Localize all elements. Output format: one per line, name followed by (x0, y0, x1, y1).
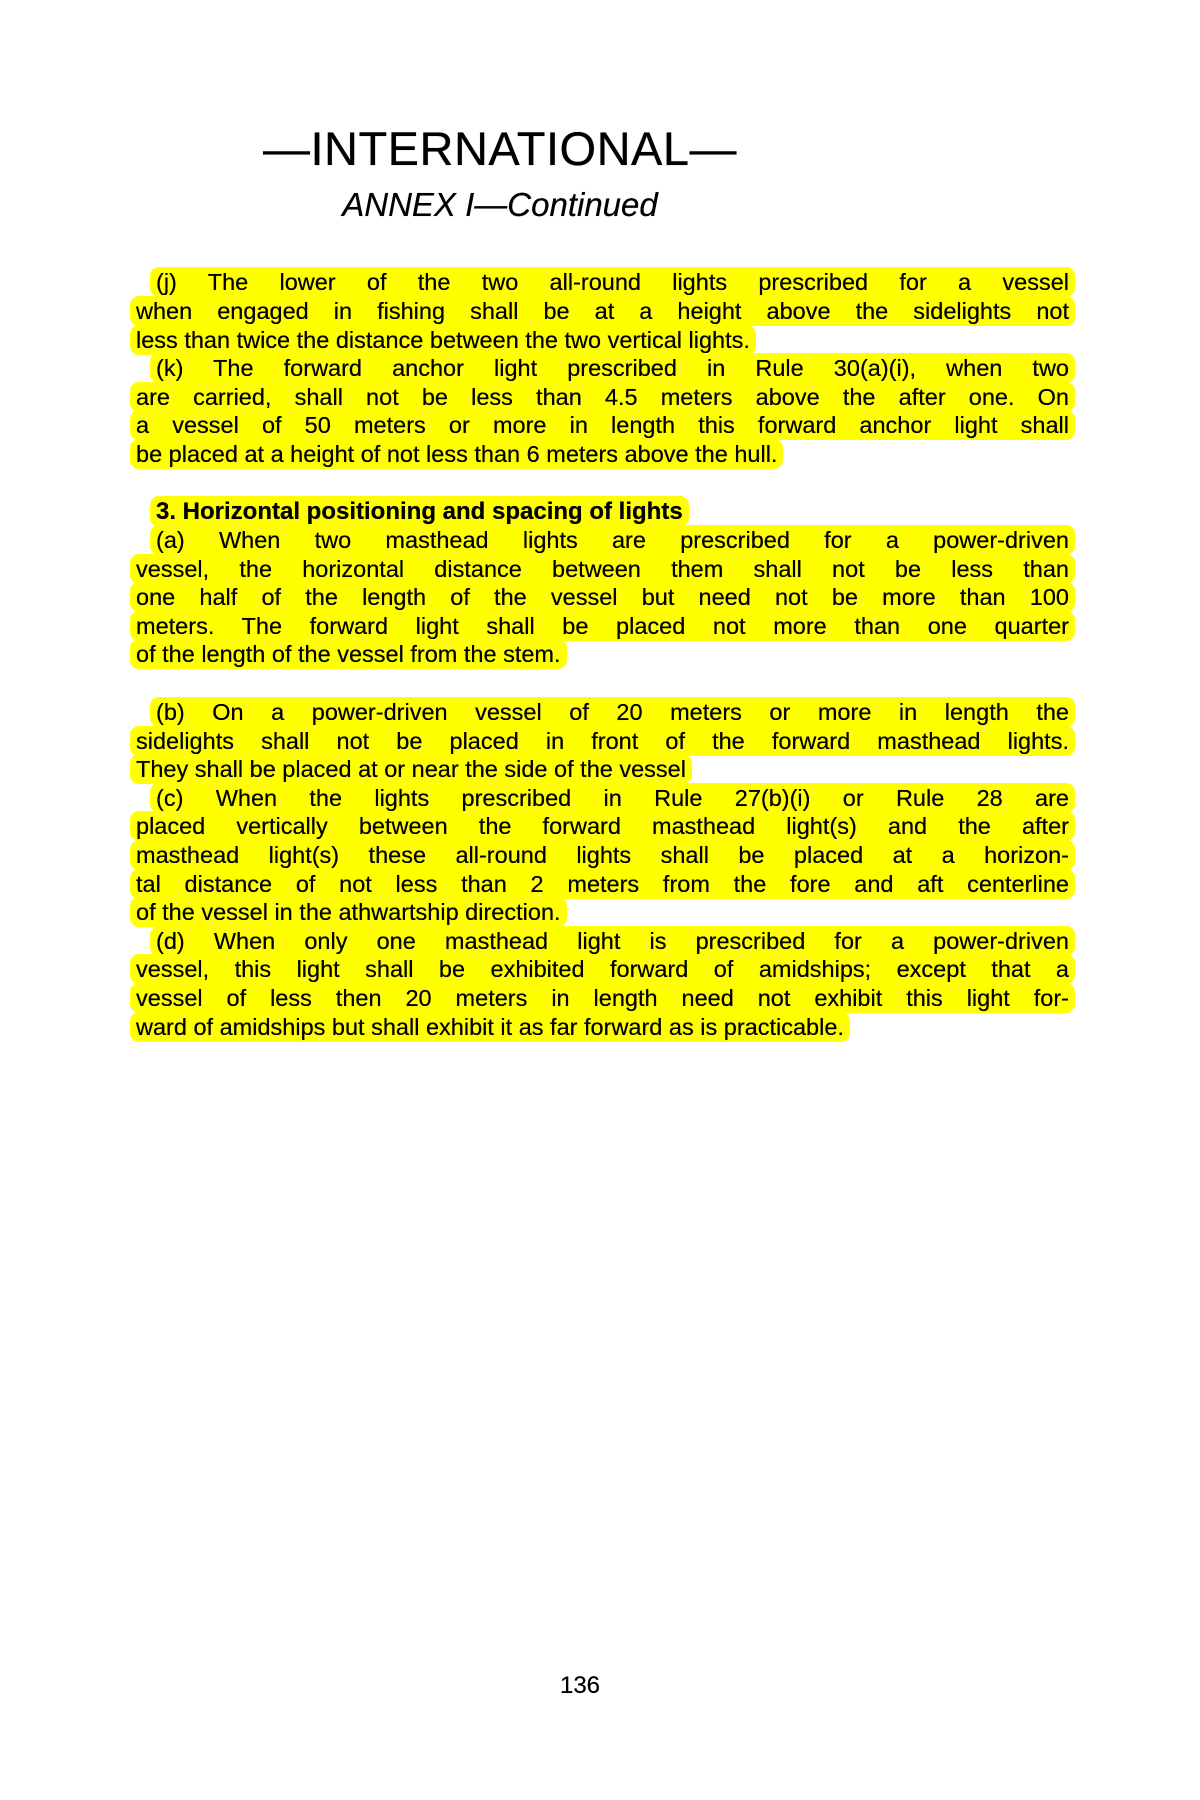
text-line (130, 727, 1075, 756)
paragraph-a (130, 526, 1075, 669)
highlighted-text: masthead light(s) these all-round lights shall be placed at a horizon- (130, 840, 1075, 870)
text-line (130, 612, 1075, 641)
paragraph-d (130, 927, 1075, 1041)
highlighted-text: are carried, shall not be less than 4.5 meters above the after one. On (130, 382, 1075, 412)
text-line (130, 812, 1075, 841)
page-footer (0, 1672, 1160, 1700)
text-line (130, 440, 1075, 469)
paragraph-b (130, 698, 1075, 784)
highlighted-text: vessel, this light shall be exhibited forward of amidships; except that a (130, 954, 1075, 984)
paragraph-c (130, 784, 1075, 927)
highlighted-text: (k) The forward anchor light prescribed in Rule 30(a)(i), when two (150, 353, 1075, 383)
text-line (130, 755, 1075, 784)
text-line (130, 984, 1075, 1013)
text-line (130, 354, 1075, 383)
text-line (130, 297, 1075, 326)
text-line (130, 841, 1075, 870)
highlighted-text: tal distance of not less than 2 meters from the fore and aft centerline (130, 869, 1075, 899)
highlighted-text: of the vessel in the athwartship direction. (130, 897, 567, 927)
page-header (0, 0, 1000, 224)
paragraph-k (130, 354, 1075, 468)
highlighted-text: less than twice the distance between the two vertical lights. (130, 325, 756, 355)
text-line (130, 784, 1075, 813)
text-line (130, 411, 1075, 440)
page-title: —INTERNATIONAL— (262, 122, 738, 175)
text-line (130, 927, 1075, 956)
section-heading (130, 498, 1075, 527)
highlighted-text: 3. Horizontal positioning and spacing of lights (150, 496, 689, 527)
highlighted-text: ward of amidships but shall exhibit it as far forward as is practicable. (130, 1012, 850, 1042)
text-line (130, 326, 1075, 355)
page-subtitle: ANNEX I—Continued (342, 185, 658, 223)
text-line (130, 268, 1075, 297)
highlighted-text: (j) The lower of the two all-round lights prescribed for a vessel (150, 267, 1075, 297)
highlighted-text: (b) On a power-driven vessel of 20 meters or more in length the (150, 697, 1075, 727)
text-line (130, 555, 1075, 584)
highlighted-text: They shall be placed at or near the side of the vessel (130, 754, 692, 784)
highlighted-text: (a) When two masthead lights are prescribed for a power-driven (150, 525, 1075, 555)
document-body (130, 268, 1075, 1041)
text-line (130, 383, 1075, 412)
page-number: 136 (559, 1672, 601, 1699)
section-heading-line (130, 498, 1075, 527)
text-line (130, 698, 1075, 727)
text-line (130, 640, 1075, 669)
highlighted-text: of the length of the vessel from the stem. (130, 639, 567, 669)
text-line (130, 583, 1075, 612)
highlighted-text: (d) When only one masthead light is prescribed for a power-driven (150, 926, 1075, 956)
highlighted-text: (c) When the lights prescribed in Rule 27(b)(i) or Rule 28 are (150, 783, 1075, 813)
highlighted-text: vessel, the horizontal distance between them shall not be less than (130, 554, 1075, 584)
highlighted-text: when engaged in fishing shall be at a height above the sidelights not (130, 296, 1075, 326)
text-line (130, 870, 1075, 899)
highlighted-text: be placed at a height of not less than 6 meters above the hull. (130, 439, 783, 469)
text-line (130, 526, 1075, 555)
highlighted-text: placed vertically between the forward masthead light(s) and the after (130, 811, 1075, 841)
highlighted-text: a vessel of 50 meters or more in length this forward anchor light shall (130, 410, 1075, 440)
paragraph-j (130, 268, 1075, 354)
highlighted-text: one half of the length of the vessel but need not be more than 100 (130, 582, 1075, 612)
text-line (130, 898, 1075, 927)
highlighted-text: meters. The forward light shall be placed not more than one quarter (130, 611, 1075, 641)
highlighted-text: vessel of less then 20 meters in length need not exhibit this light for- (130, 983, 1075, 1013)
text-line (130, 1013, 1075, 1042)
highlighted-text: sidelights shall not be placed in front of the forward masthead lights. (130, 726, 1075, 756)
text-line (130, 955, 1075, 984)
